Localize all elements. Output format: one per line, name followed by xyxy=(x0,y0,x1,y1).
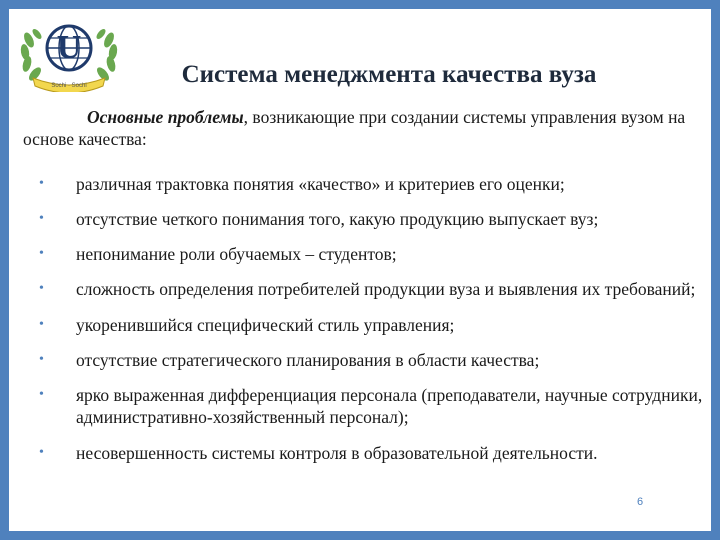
slide-title: Система менеджмента качества вуза xyxy=(181,61,597,88)
bullet-icon: • xyxy=(39,387,44,402)
list-item-text: ярко выраженная дифференциация персонала (преподаватели, научные сотрудники, административно-хозяйственный персонал); xyxy=(76,385,703,427)
page-number: 6 xyxy=(637,496,644,508)
list-item xyxy=(23,278,703,300)
list-item-text: отсутствие стратегического планирования в области качества; xyxy=(76,350,540,370)
list-item xyxy=(23,208,703,230)
list-item xyxy=(23,349,703,371)
bullet-icon: • xyxy=(39,211,44,226)
logo-letter: U xyxy=(56,29,82,66)
university-logo xyxy=(15,12,123,92)
slide xyxy=(9,9,711,531)
logo-ribbon-text: Sochi · Sochi xyxy=(51,83,87,89)
list-item xyxy=(23,442,703,464)
list-item-text: непонимание роли обучаемых – студентов; xyxy=(76,244,397,264)
list-item xyxy=(23,314,703,336)
problems-list xyxy=(23,173,703,464)
bullet-icon: • xyxy=(39,176,44,191)
bullet-icon: • xyxy=(39,246,44,261)
list-item xyxy=(23,243,703,265)
list-item-text: различная трактовка понятия «качество» и критериев его оценки; xyxy=(76,174,565,194)
list-item xyxy=(23,173,703,195)
intro-text: , возникающие при создании системы управления вузом на основе качества: xyxy=(23,107,686,149)
bullet-icon: • xyxy=(39,317,44,332)
list-item-text: отсутствие четкого понимания того, какую продукцию выпускает вуз; xyxy=(76,209,599,229)
intro-paragraph xyxy=(23,106,708,150)
list-item-text: несовершенность системы контроля в образовательной деятельности. xyxy=(76,443,598,463)
intro-emphasis: Основные проблемы xyxy=(87,107,244,127)
list-item-text: сложность определения потребителей продукции вуза и выявления их требований; xyxy=(76,279,696,299)
bullet-icon: • xyxy=(39,281,44,296)
bullet-icon: • xyxy=(39,352,44,367)
list-item-text: укоренившийся специфический стиль управления; xyxy=(76,315,455,335)
list-item xyxy=(23,384,703,428)
bullet-icon: • xyxy=(39,445,44,460)
